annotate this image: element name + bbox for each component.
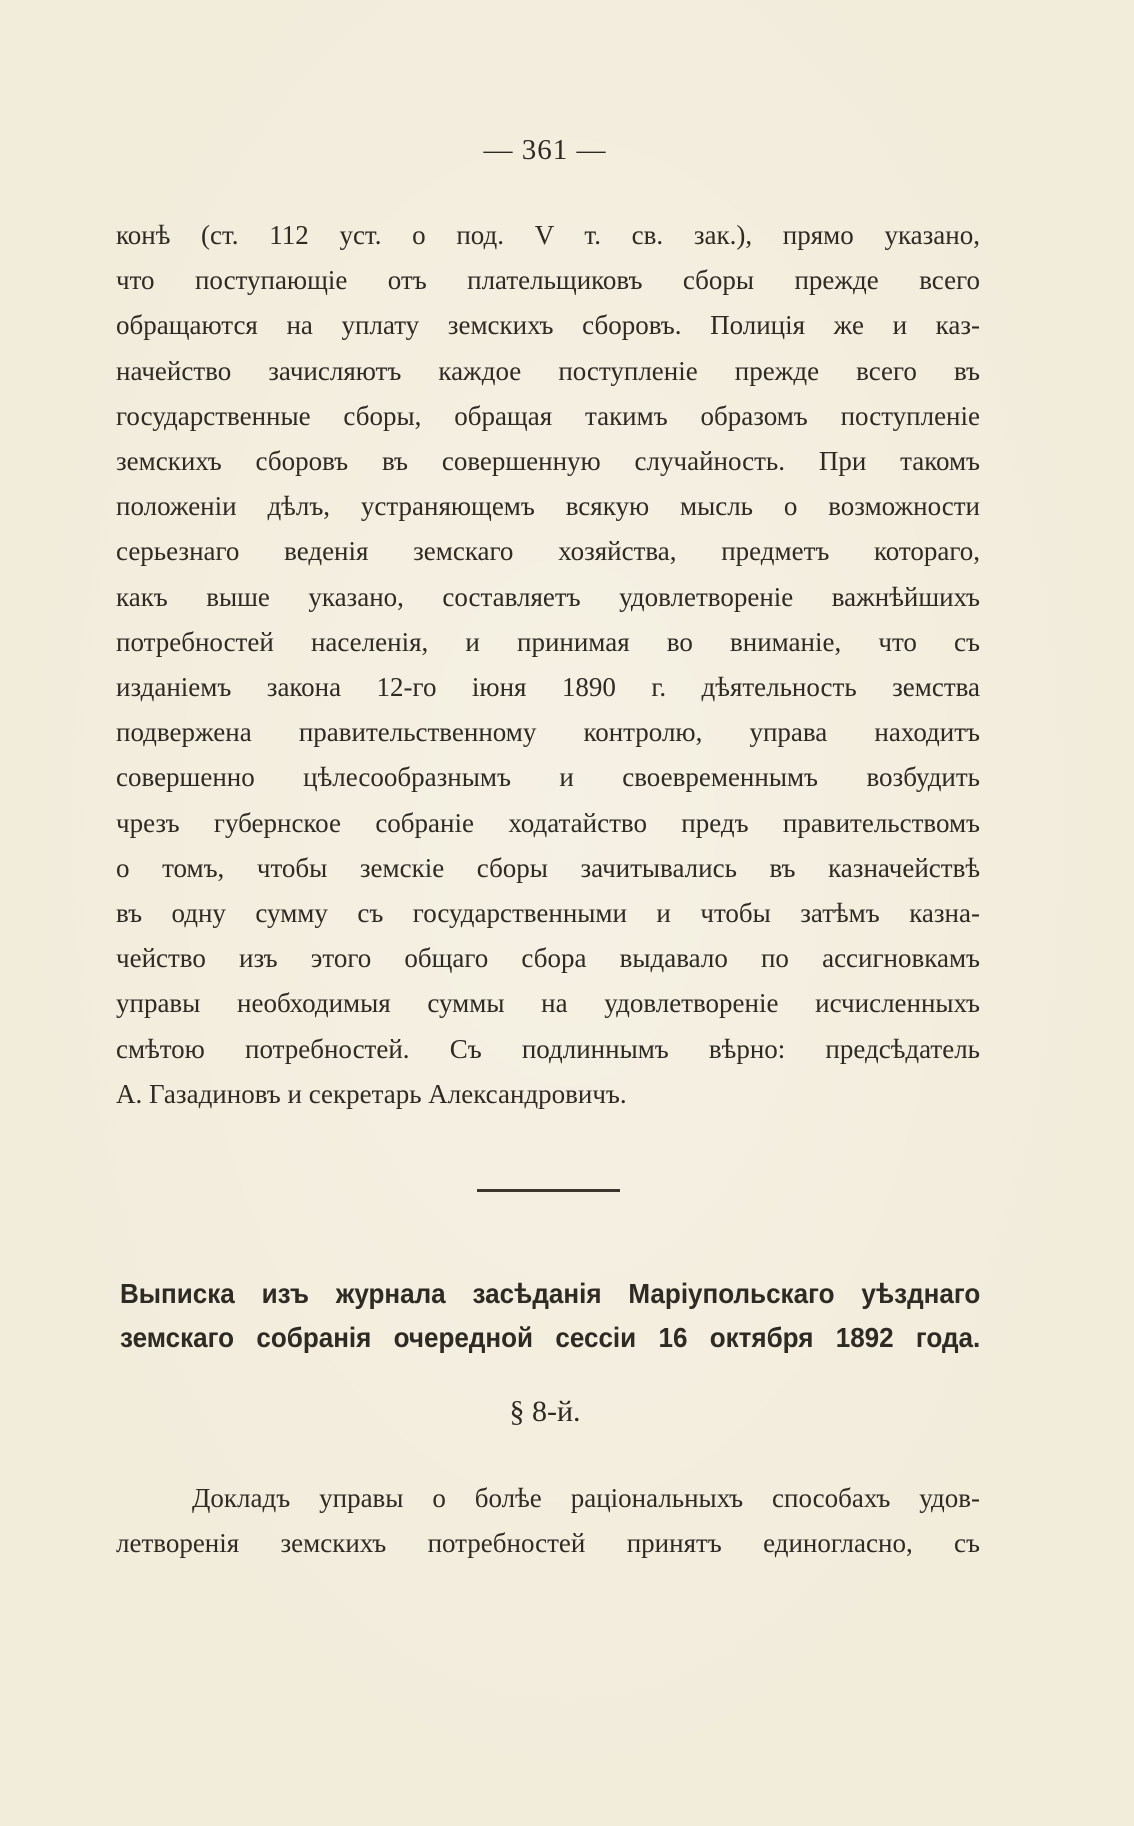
text-line: конѣ (ст. 112 уст. о под. V т. св. зак.), прямо указано, xyxy=(116,220,980,250)
heading-line: земскаго собранія очередной сессіи 16 октября 1892 года. xyxy=(120,1322,981,1353)
text-line: А. Газадиновъ и секретарь Александровичъ. xyxy=(116,1078,627,1109)
section-divider xyxy=(477,1189,620,1192)
text-line: обращаются на уплату земскихъ сборовъ. Полиція же и каз- xyxy=(116,310,980,341)
text-line: потребностей населенія, и принимая во вниманіе, что съ xyxy=(116,626,980,657)
text-line: управы необходимыя суммы на удовлетвореніе исчисленныхъ xyxy=(116,988,980,1019)
text-line: начейство зачисляютъ каждое поступленіе прежде всего въ xyxy=(116,355,980,386)
text-line: подвержена правительственному контролю, управа находитъ xyxy=(116,717,980,748)
page-number: — 361 — xyxy=(483,134,607,166)
text-line: государственные сборы, обращая такимъ образомъ поступленіе xyxy=(116,400,980,431)
text-line: положеніи дѣлъ, устраняющемъ всякую мысль о возможности xyxy=(116,491,980,522)
paragraph-text xyxy=(116,1476,980,1566)
text-line: земскихъ сборовъ въ совершенную случайность. При такомъ xyxy=(116,446,980,477)
text-line: что поступающіе отъ плательщиковъ сборы прежде всего xyxy=(116,265,980,296)
text-line: смѣтою потребностей. Съ подлиннымъ вѣрно: предсѣдатель xyxy=(116,1033,980,1064)
text-line: чейство изъ этого общаго сбора выдавало по ассигновкамъ xyxy=(116,943,980,974)
text-line: изданіемъ закона 12-го іюня 1890 г. дѣятельность земства xyxy=(116,672,980,703)
text-line: летворенія земскихъ потребностей принятъ единогласно, съ xyxy=(116,1528,980,1559)
text-line: серьезнаго веденія земскаго хозяйства, предметъ котораго, xyxy=(116,536,980,567)
text-line: Докладъ управы о болѣе раціональныхъ способахъ удов- xyxy=(192,1483,980,1513)
heading-line: Выписка изъ журнала засѣданія Маріупольскаго уѣзднаго xyxy=(120,1278,981,1309)
text-line: какъ выше указано, составляетъ удовлетвореніе важнѣйшихъ xyxy=(116,581,980,612)
text-line: чрезъ губернское собраніе ходатайство предъ правительствомъ xyxy=(116,807,980,838)
text-line: о томъ, чтобы земскіе сборы зачитывались въ казначействѣ xyxy=(116,852,980,883)
text-line: совершенно цѣлесообразнымъ и своевременнымъ возбудить xyxy=(116,762,980,793)
body-text xyxy=(116,213,980,1117)
section-number: § 8-й. xyxy=(509,1395,581,1428)
text-line: въ одну сумму съ государственными и чтобы затѣмъ казна- xyxy=(116,898,980,929)
section-heading xyxy=(120,1272,981,1360)
